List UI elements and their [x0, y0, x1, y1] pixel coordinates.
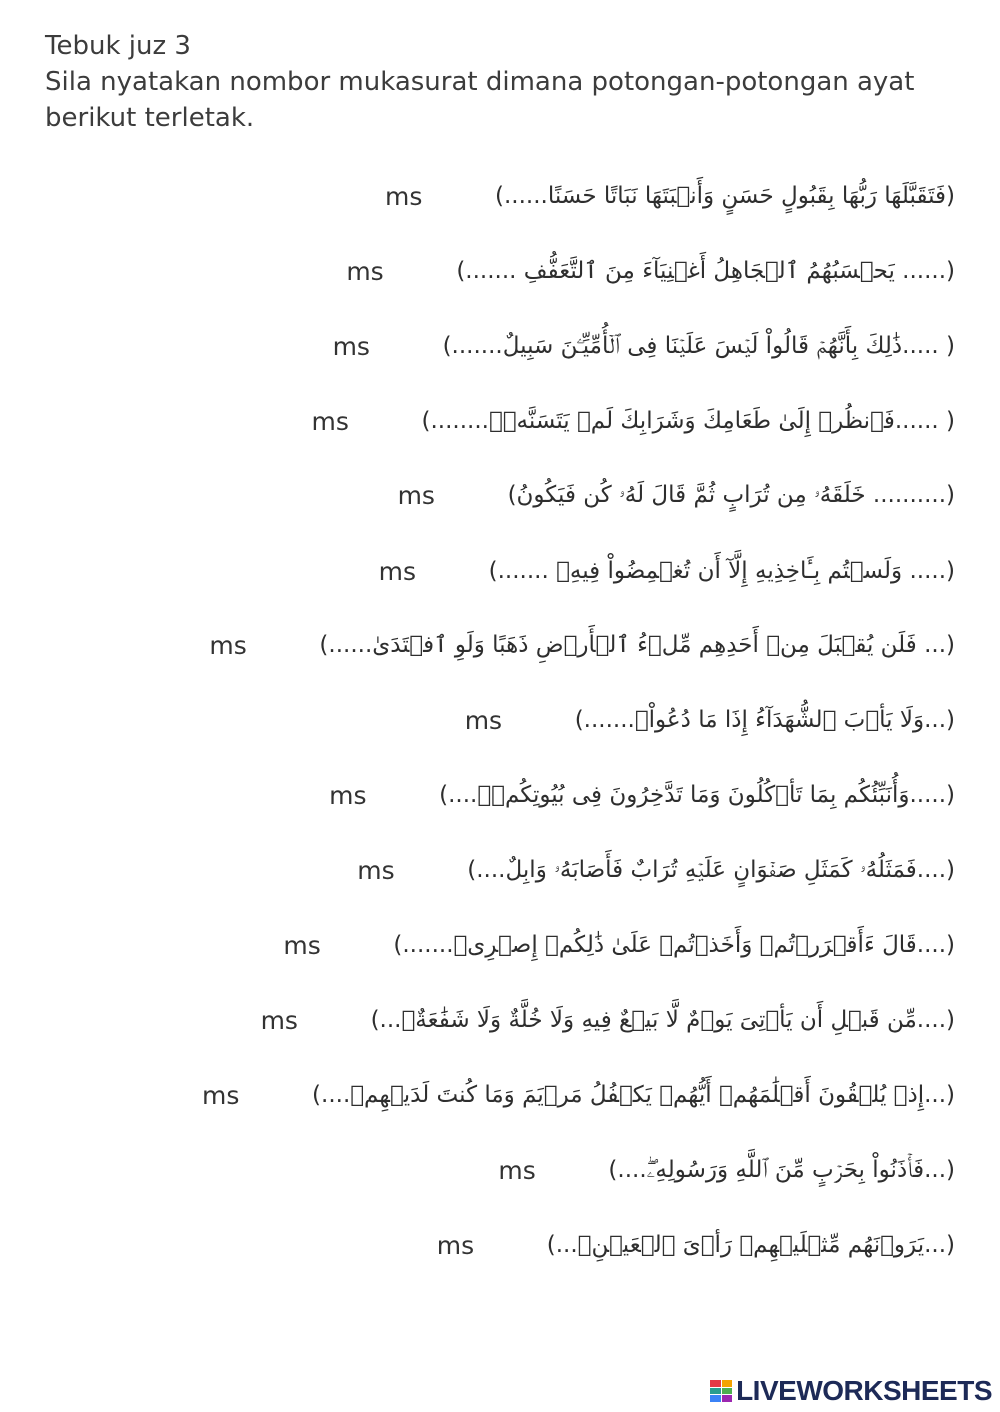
instruction-line-1: Sila nyatakan nombor mukasurat dimana potongan-potongan ayat — [45, 67, 915, 97]
logo-square — [722, 1388, 733, 1395]
question-row — [465, 695, 955, 745]
question-row — [379, 546, 955, 596]
ayah-text: (.......... خَلَقَهُۥ مِن تُرَابٍ ثُمَّ قَالَ لَهُۥ كُن فَيَكُونُ) — [507, 482, 955, 508]
ms-label: ms — [283, 930, 321, 960]
ayah-text: ( ......فَٱنظُرۡ إِلَىٰ طَعَامِكَ وَشَرَابِكَ لَمۡ يَتَسَنَّهۡۖ........) — [421, 408, 955, 434]
worksheet-title: Tebuk juz 3 — [45, 31, 191, 61]
logo-square — [710, 1388, 721, 1395]
question-row — [357, 845, 955, 895]
ayah-text: (.....وَأُنَبِّئُكُم بِمَا تَأۡكُلُونَ وَمَا تَدَّخِرُونَ فِى بُيُوتِكُمۡۚ....) — [439, 782, 955, 808]
logo-square — [710, 1380, 721, 1387]
liveworksheets-logo-icon — [710, 1380, 732, 1402]
question-row — [261, 995, 955, 1045]
ms-label: ms — [498, 1155, 536, 1185]
liveworksheets-logo[interactable] — [710, 1374, 992, 1408]
ms-label: ms — [436, 1230, 475, 1260]
ayah-text: (....مِّن قَبۡلِ أَن يَأۡتِىَ يَوۡمٌ لَّا بَيۡعٌ فِيهِ وَلَا خُلَّةٌ وَلَا شَفَٰعَةٌۗ...) — [370, 1007, 955, 1033]
ayah-text: (... فَلَن يُقۡبَلَ مِنۡ أَحَدِهِم مِّلۡءُ ٱلۡأَرۡضِ ذَهَبًا وَلَوِ ٱفۡتَدَىٰ......) — [319, 632, 955, 658]
question-row — [437, 1220, 955, 1270]
question-row — [329, 770, 955, 820]
ayah-text: (....فَمَثَلُهُۥ كَمَثَلِ صَفۡوَانٍ عَلَيۡهِ تُرَابٌ فَأَصَابَهُۥ وَابِلٌ....) — [467, 857, 955, 883]
logo-brand-text: LIVEWORKSHEETS — [736, 1375, 992, 1406]
ms-label: ms — [346, 256, 384, 286]
ms-label: ms — [378, 556, 416, 586]
instruction-line-2: berikut terletak. — [45, 103, 255, 133]
ayah-text: (فَتَقَبَّلَهَا رَبُّهَا بِقَبُولٍ حَسَنٍ وَأَنۢبَتَهَا نَبَاتًا حَسَنًا......) — [495, 183, 955, 209]
ms-label: ms — [357, 855, 395, 885]
ayah-text: (....قَالَ ءَأَقۡرَرۡتُمۡ وَأَخَذۡتُمۡ عَلَىٰ ذَٰلِكُمۡ إِصۡرِىۖ.......) — [393, 932, 955, 958]
question-row — [346, 246, 955, 296]
question-row — [333, 321, 955, 371]
ayah-text: (...يَرَوۡنَهُم مِّثۡلَيۡهِمۡ رَأۡىَ ٱلۡعَيۡنِۚ...) — [546, 1232, 955, 1258]
ms-label: ms — [260, 1005, 298, 1035]
ayah-text: (...وَلَا يَأۡبَ ٱلشُّهَدَآءُ إِذَا مَا دُعُواْۚ.......) — [574, 707, 955, 733]
ms-label: ms — [464, 705, 503, 735]
question-row — [385, 171, 955, 221]
ayah-text: (...إِذۡ يُلۡقُونَ أَقۡلَٰمَهُمۡ أَيُّهُمۡ يَكۡفُلُ مَرۡيَمَ وَمَا كُنتَ لَدَيۡهِمۡ....) — [312, 1082, 955, 1108]
question-row — [311, 396, 955, 446]
logo-square — [722, 1380, 733, 1387]
ms-label: ms — [397, 480, 435, 510]
question-row — [209, 620, 955, 670]
ms-label: ms — [385, 181, 423, 211]
question-row — [283, 920, 955, 970]
logo-square — [722, 1395, 733, 1402]
ms-label: ms — [202, 1080, 240, 1110]
ms-label: ms — [209, 630, 247, 660]
ms-label: ms — [332, 331, 370, 361]
ayah-text: (...... يَحۡسَبُهُمُ ٱلۡجَاهِلُ أَغۡنِيَآءَ مِنَ ٱلتَّعَفُّفِ .......) — [456, 258, 955, 284]
question-row — [202, 1070, 955, 1120]
logo-square — [710, 1395, 721, 1402]
ms-label: ms — [311, 406, 349, 436]
question-row — [498, 1145, 955, 1195]
ayah-text: ( .....ذَٰلِكَ بِأَنَّهُمۡ قَالُواْ لَيۡسَ عَلَيۡنَا فِى ٱلۡأُمِّيِّـۧنَ سَبِيلٌ.......) — [442, 333, 955, 359]
instructions-header — [45, 28, 945, 136]
question-row — [398, 470, 955, 520]
ayah-text: (..... وَلَسۡتُم بِـَٔاخِذِيهِ إِلَّآ أَن تُغۡمِضُواْ فِيهِۚ .......) — [488, 558, 955, 584]
ms-label: ms — [329, 780, 367, 810]
ayah-text: (...فَأۡذَنُواْ بِحَرۡبٍ مِّنَ ٱللَّهِ وَرَسُولِهِۦۖ....) — [608, 1157, 955, 1183]
